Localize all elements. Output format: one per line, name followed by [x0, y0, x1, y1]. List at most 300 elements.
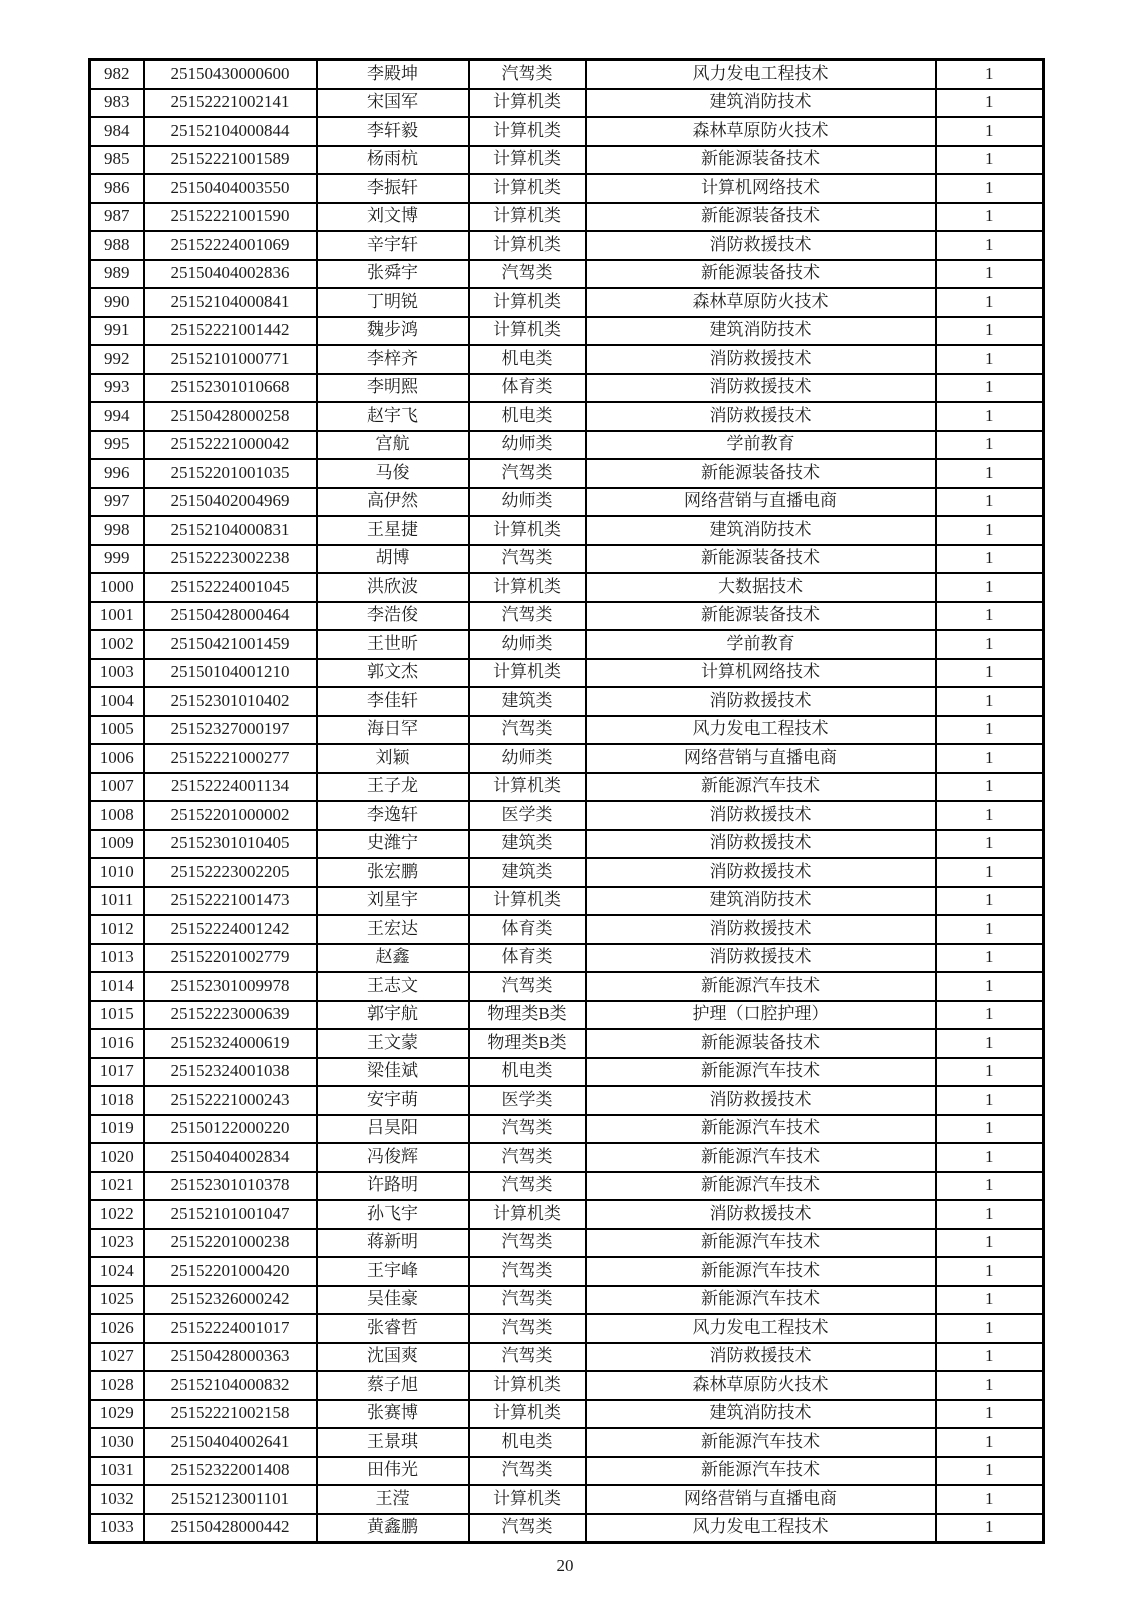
table-row — [90, 1343, 1044, 1372]
cell-category: 计算机类 — [469, 117, 586, 146]
table-row — [90, 915, 1044, 944]
cell-exam-id: 25152322001408 — [144, 1457, 317, 1486]
cell-student-name: 史潍宁 — [317, 830, 469, 859]
cell-count: 1 — [936, 602, 1044, 631]
cell-student-name: 赵鑫 — [317, 944, 469, 973]
cell-exam-id: 25150430000600 — [144, 60, 317, 89]
table-row — [90, 1172, 1044, 1201]
cell-major: 风力发电工程技术 — [586, 716, 936, 745]
cell-row-number: 1008 — [90, 801, 144, 830]
cell-exam-id: 25150104001210 — [144, 659, 317, 688]
cell-major: 计算机网络技术 — [586, 174, 936, 203]
cell-category: 计算机类 — [469, 773, 586, 802]
cell-row-number: 1005 — [90, 716, 144, 745]
cell-student-name: 辛宇轩 — [317, 231, 469, 260]
cell-major: 建筑消防技术 — [586, 516, 936, 545]
cell-row-number: 1017 — [90, 1058, 144, 1087]
cell-major: 新能源汽车技术 — [586, 1229, 936, 1258]
cell-category: 机电类 — [469, 345, 586, 374]
cell-category: 汽驾类 — [469, 1172, 586, 1201]
cell-major: 建筑消防技术 — [586, 317, 936, 346]
cell-row-number: 1010 — [90, 858, 144, 887]
cell-row-number: 1011 — [90, 887, 144, 916]
cell-category: 物理类B类 — [469, 1029, 586, 1058]
cell-category: 汽驾类 — [469, 1314, 586, 1343]
cell-row-number: 992 — [90, 345, 144, 374]
cell-exam-id: 25152224001045 — [144, 573, 317, 602]
cell-exam-id: 25152324001038 — [144, 1058, 317, 1087]
cell-count: 1 — [936, 1457, 1044, 1486]
cell-category: 体育类 — [469, 915, 586, 944]
cell-exam-id: 25150428000442 — [144, 1514, 317, 1543]
cell-major: 建筑消防技术 — [586, 887, 936, 916]
cell-exam-id: 25152221001473 — [144, 887, 317, 916]
cell-category: 计算机类 — [469, 659, 586, 688]
cell-row-number: 988 — [90, 231, 144, 260]
table-row — [90, 1400, 1044, 1429]
cell-major: 护理（口腔护理） — [586, 1001, 936, 1030]
cell-count: 1 — [936, 260, 1044, 289]
cell-major: 消防救援技术 — [586, 915, 936, 944]
cell-student-name: 王宏达 — [317, 915, 469, 944]
cell-major: 风力发电工程技术 — [586, 1514, 936, 1543]
cell-major: 森林草原防火技术 — [586, 117, 936, 146]
cell-row-number: 995 — [90, 431, 144, 460]
table-row — [90, 972, 1044, 1001]
cell-exam-id: 25152221002141 — [144, 89, 317, 118]
cell-count: 1 — [936, 231, 1044, 260]
cell-student-name: 赵宇飞 — [317, 402, 469, 431]
cell-major: 大数据技术 — [586, 573, 936, 602]
cell-major: 网络营销与直播电商 — [586, 744, 936, 773]
table-row — [90, 1514, 1044, 1543]
cell-row-number: 1014 — [90, 972, 144, 1001]
table-row — [90, 744, 1044, 773]
table-body — [90, 60, 1044, 1543]
cell-major: 建筑消防技术 — [586, 89, 936, 118]
cell-count: 1 — [936, 89, 1044, 118]
cell-student-name: 王子龙 — [317, 773, 469, 802]
table-row — [90, 1428, 1044, 1457]
table-row — [90, 1314, 1044, 1343]
cell-count: 1 — [936, 1428, 1044, 1457]
cell-student-name: 黄鑫鹏 — [317, 1514, 469, 1543]
cell-major: 消防救援技术 — [586, 374, 936, 403]
cell-major: 森林草原防火技术 — [586, 1371, 936, 1400]
cell-category: 医学类 — [469, 1086, 586, 1115]
cell-exam-id: 25152201001035 — [144, 459, 317, 488]
cell-exam-id: 25152123001101 — [144, 1485, 317, 1514]
table-row — [90, 60, 1044, 89]
cell-category: 汽驾类 — [469, 602, 586, 631]
table-row — [90, 1229, 1044, 1258]
cell-exam-id: 25152224001069 — [144, 231, 317, 260]
cell-count: 1 — [936, 1143, 1044, 1172]
cell-major: 消防救援技术 — [586, 345, 936, 374]
table-row — [90, 630, 1044, 659]
cell-count: 1 — [936, 516, 1044, 545]
cell-row-number: 1031 — [90, 1457, 144, 1486]
cell-row-number: 1026 — [90, 1314, 144, 1343]
cell-row-number: 994 — [90, 402, 144, 431]
cell-exam-id: 25152101000771 — [144, 345, 317, 374]
cell-category: 汽驾类 — [469, 545, 586, 574]
cell-category: 幼师类 — [469, 431, 586, 460]
cell-category: 机电类 — [469, 1058, 586, 1087]
cell-student-name: 宫航 — [317, 431, 469, 460]
cell-exam-id: 25152301010378 — [144, 1172, 317, 1201]
table-row — [90, 716, 1044, 745]
cell-exam-id: 25150421001459 — [144, 630, 317, 659]
cell-student-name: 王文蒙 — [317, 1029, 469, 1058]
cell-major: 新能源汽车技术 — [586, 1115, 936, 1144]
cell-student-name: 刘星宇 — [317, 887, 469, 916]
table-row — [90, 89, 1044, 118]
cell-category: 汽驾类 — [469, 1257, 586, 1286]
table-row — [90, 1286, 1044, 1315]
cell-count: 1 — [936, 545, 1044, 574]
cell-row-number: 1003 — [90, 659, 144, 688]
cell-exam-id: 25152301009978 — [144, 972, 317, 1001]
cell-exam-id: 25152221001442 — [144, 317, 317, 346]
cell-exam-id: 25150428000464 — [144, 602, 317, 631]
cell-row-number: 1009 — [90, 830, 144, 859]
cell-count: 1 — [936, 830, 1044, 859]
cell-major: 风力发电工程技术 — [586, 1314, 936, 1343]
cell-exam-id: 25150404003550 — [144, 174, 317, 203]
cell-count: 1 — [936, 345, 1044, 374]
cell-student-name: 王世昕 — [317, 630, 469, 659]
cell-exam-id: 25152327000197 — [144, 716, 317, 745]
cell-count: 1 — [936, 573, 1044, 602]
cell-major: 新能源汽车技术 — [586, 1286, 936, 1315]
cell-row-number: 1032 — [90, 1485, 144, 1514]
cell-exam-id: 25152301010668 — [144, 374, 317, 403]
cell-row-number: 983 — [90, 89, 144, 118]
cell-count: 1 — [936, 317, 1044, 346]
student-roster-table — [88, 58, 1045, 1544]
table-row — [90, 1115, 1044, 1144]
table-row — [90, 431, 1044, 460]
cell-row-number: 1022 — [90, 1200, 144, 1229]
cell-category: 体育类 — [469, 944, 586, 973]
cell-count: 1 — [936, 374, 1044, 403]
cell-count: 1 — [936, 1001, 1044, 1030]
cell-student-name: 宋国军 — [317, 89, 469, 118]
cell-major: 消防救援技术 — [586, 402, 936, 431]
cell-student-name: 吕昊阳 — [317, 1115, 469, 1144]
cell-row-number: 985 — [90, 146, 144, 175]
cell-student-name: 沈国爽 — [317, 1343, 469, 1372]
cell-category: 计算机类 — [469, 288, 586, 317]
cell-count: 1 — [936, 1058, 1044, 1087]
table-row — [90, 374, 1044, 403]
cell-student-name: 李逸轩 — [317, 801, 469, 830]
cell-count: 1 — [936, 488, 1044, 517]
cell-row-number: 989 — [90, 260, 144, 289]
cell-category: 计算机类 — [469, 1371, 586, 1400]
cell-student-name: 李浩俊 — [317, 602, 469, 631]
cell-exam-id: 25150122000220 — [144, 1115, 317, 1144]
cell-major: 新能源装备技术 — [586, 203, 936, 232]
cell-student-name: 马俊 — [317, 459, 469, 488]
cell-student-name: 王星捷 — [317, 516, 469, 545]
cell-exam-id: 25152104000832 — [144, 1371, 317, 1400]
cell-major: 新能源汽车技术 — [586, 1457, 936, 1486]
table-row — [90, 944, 1044, 973]
cell-student-name: 高伊然 — [317, 488, 469, 517]
cell-count: 1 — [936, 203, 1044, 232]
cell-row-number: 984 — [90, 117, 144, 146]
cell-student-name: 李振轩 — [317, 174, 469, 203]
cell-student-name: 王志文 — [317, 972, 469, 1001]
cell-row-number: 986 — [90, 174, 144, 203]
cell-student-name: 杨雨杭 — [317, 146, 469, 175]
cell-major: 消防救援技术 — [586, 830, 936, 859]
cell-exam-id: 25152201000420 — [144, 1257, 317, 1286]
cell-exam-id: 25152201000238 — [144, 1229, 317, 1258]
cell-count: 1 — [936, 1371, 1044, 1400]
cell-major: 消防救援技术 — [586, 1086, 936, 1115]
cell-count: 1 — [936, 858, 1044, 887]
cell-exam-id: 25152104000841 — [144, 288, 317, 317]
cell-row-number: 1012 — [90, 915, 144, 944]
cell-major: 消防救援技术 — [586, 1200, 936, 1229]
table-row — [90, 1001, 1044, 1030]
cell-student-name: 刘文博 — [317, 203, 469, 232]
cell-student-name: 丁明锐 — [317, 288, 469, 317]
table-row — [90, 1485, 1044, 1514]
cell-category: 体育类 — [469, 374, 586, 403]
cell-student-name: 冯俊辉 — [317, 1143, 469, 1172]
table-row — [90, 687, 1044, 716]
cell-count: 1 — [936, 1514, 1044, 1543]
cell-exam-id: 25152104000844 — [144, 117, 317, 146]
cell-category: 计算机类 — [469, 1485, 586, 1514]
cell-row-number: 999 — [90, 545, 144, 574]
cell-student-name: 蒋新明 — [317, 1229, 469, 1258]
cell-major: 消防救援技术 — [586, 1343, 936, 1372]
table-row — [90, 260, 1044, 289]
page-number: 20 — [556, 1556, 574, 1575]
cell-student-name: 安宇萌 — [317, 1086, 469, 1115]
cell-category: 计算机类 — [469, 1400, 586, 1429]
table-row — [90, 231, 1044, 260]
cell-row-number: 1004 — [90, 687, 144, 716]
cell-count: 1 — [936, 288, 1044, 317]
cell-major: 建筑消防技术 — [586, 1400, 936, 1429]
table-row — [90, 545, 1044, 574]
table-row — [90, 288, 1044, 317]
cell-student-name: 张睿哲 — [317, 1314, 469, 1343]
cell-category: 汽驾类 — [469, 1143, 586, 1172]
table-row — [90, 773, 1044, 802]
cell-student-name: 刘颖 — [317, 744, 469, 773]
cell-exam-id: 25150428000258 — [144, 402, 317, 431]
cell-major: 学前教育 — [586, 431, 936, 460]
cell-major: 新能源汽车技术 — [586, 1143, 936, 1172]
cell-category: 计算机类 — [469, 231, 586, 260]
cell-count: 1 — [936, 716, 1044, 745]
cell-category: 汽驾类 — [469, 60, 586, 89]
cell-student-name: 洪欣波 — [317, 573, 469, 602]
cell-count: 1 — [936, 1200, 1044, 1229]
cell-major: 新能源装备技术 — [586, 602, 936, 631]
cell-count: 1 — [936, 1400, 1044, 1429]
cell-category: 汽驾类 — [469, 972, 586, 1001]
cell-major: 网络营销与直播电商 — [586, 488, 936, 517]
cell-count: 1 — [936, 174, 1044, 203]
cell-row-number: 1029 — [90, 1400, 144, 1429]
cell-student-name: 孙飞宇 — [317, 1200, 469, 1229]
cell-student-name: 梁佳斌 — [317, 1058, 469, 1087]
cell-row-number: 996 — [90, 459, 144, 488]
cell-exam-id: 25150402004969 — [144, 488, 317, 517]
cell-count: 1 — [936, 459, 1044, 488]
cell-row-number: 1025 — [90, 1286, 144, 1315]
cell-category: 汽驾类 — [469, 1115, 586, 1144]
cell-exam-id: 25152224001242 — [144, 915, 317, 944]
cell-exam-id: 25152224001134 — [144, 773, 317, 802]
cell-student-name: 李轩毅 — [317, 117, 469, 146]
cell-count: 1 — [936, 1343, 1044, 1372]
cell-row-number: 998 — [90, 516, 144, 545]
cell-exam-id: 25150404002836 — [144, 260, 317, 289]
cell-count: 1 — [936, 944, 1044, 973]
cell-row-number: 1006 — [90, 744, 144, 773]
cell-major: 消防救援技术 — [586, 944, 936, 973]
cell-category: 汽驾类 — [469, 1286, 586, 1315]
cell-count: 1 — [936, 915, 1044, 944]
table-row — [90, 402, 1044, 431]
cell-exam-id: 25152201002779 — [144, 944, 317, 973]
cell-exam-id: 25152301010402 — [144, 687, 317, 716]
cell-count: 1 — [936, 630, 1044, 659]
table-row — [90, 1058, 1044, 1087]
cell-category: 建筑类 — [469, 830, 586, 859]
cell-major: 计算机网络技术 — [586, 659, 936, 688]
cell-row-number: 1028 — [90, 1371, 144, 1400]
cell-major: 消防救援技术 — [586, 858, 936, 887]
cell-student-name: 田伟光 — [317, 1457, 469, 1486]
cell-exam-id: 25152221001590 — [144, 203, 317, 232]
table-row — [90, 1257, 1044, 1286]
cell-category: 建筑类 — [469, 858, 586, 887]
cell-category: 计算机类 — [469, 89, 586, 118]
cell-category: 汽驾类 — [469, 1457, 586, 1486]
table-row — [90, 573, 1044, 602]
cell-exam-id: 25152223002205 — [144, 858, 317, 887]
cell-category: 计算机类 — [469, 317, 586, 346]
cell-exam-id: 25152223002238 — [144, 545, 317, 574]
cell-student-name: 吴佳豪 — [317, 1286, 469, 1315]
cell-row-number: 1002 — [90, 630, 144, 659]
cell-count: 1 — [936, 1086, 1044, 1115]
cell-category: 物理类B类 — [469, 1001, 586, 1030]
cell-row-number: 1023 — [90, 1229, 144, 1258]
cell-exam-id: 25152104000831 — [144, 516, 317, 545]
cell-category: 汽驾类 — [469, 1343, 586, 1372]
cell-major: 消防救援技术 — [586, 687, 936, 716]
table-row — [90, 203, 1044, 232]
cell-row-number: 1030 — [90, 1428, 144, 1457]
cell-exam-id: 25152224001017 — [144, 1314, 317, 1343]
cell-category: 汽驾类 — [469, 459, 586, 488]
table-row — [90, 345, 1044, 374]
cell-row-number: 990 — [90, 288, 144, 317]
cell-category: 计算机类 — [469, 146, 586, 175]
cell-exam-id: 25150428000363 — [144, 1343, 317, 1372]
cell-row-number: 1020 — [90, 1143, 144, 1172]
table-row — [90, 801, 1044, 830]
cell-student-name: 张宏鹏 — [317, 858, 469, 887]
cell-student-name: 李梓齐 — [317, 345, 469, 374]
cell-count: 1 — [936, 972, 1044, 1001]
cell-row-number: 1019 — [90, 1115, 144, 1144]
cell-student-name: 魏步鸿 — [317, 317, 469, 346]
cell-row-number: 1021 — [90, 1172, 144, 1201]
cell-row-number: 1015 — [90, 1001, 144, 1030]
cell-student-name: 张赛博 — [317, 1400, 469, 1429]
cell-category: 计算机类 — [469, 1200, 586, 1229]
cell-category: 计算机类 — [469, 203, 586, 232]
cell-exam-id: 25152221000243 — [144, 1086, 317, 1115]
cell-count: 1 — [936, 887, 1044, 916]
cell-row-number: 1001 — [90, 602, 144, 631]
cell-row-number: 993 — [90, 374, 144, 403]
cell-student-name: 王景琪 — [317, 1428, 469, 1457]
cell-row-number: 982 — [90, 60, 144, 89]
cell-student-name: 郭宇航 — [317, 1001, 469, 1030]
cell-major: 新能源装备技术 — [586, 1029, 936, 1058]
cell-count: 1 — [936, 117, 1044, 146]
cell-row-number: 997 — [90, 488, 144, 517]
cell-major: 新能源汽车技术 — [586, 1058, 936, 1087]
table-row — [90, 1143, 1044, 1172]
cell-exam-id: 25152201000002 — [144, 801, 317, 830]
cell-category: 建筑类 — [469, 687, 586, 716]
table-row — [90, 602, 1044, 631]
cell-category: 计算机类 — [469, 573, 586, 602]
table-row — [90, 858, 1044, 887]
cell-student-name: 李明熙 — [317, 374, 469, 403]
cell-category: 汽驾类 — [469, 716, 586, 745]
table-row — [90, 516, 1044, 545]
cell-major: 网络营销与直播电商 — [586, 1485, 936, 1514]
cell-row-number: 1024 — [90, 1257, 144, 1286]
table-row — [90, 887, 1044, 916]
cell-count: 1 — [936, 1172, 1044, 1201]
table-row — [90, 317, 1044, 346]
cell-category: 幼师类 — [469, 744, 586, 773]
table-row — [90, 1029, 1044, 1058]
cell-row-number: 1027 — [90, 1343, 144, 1372]
cell-count: 1 — [936, 659, 1044, 688]
cell-category: 机电类 — [469, 1428, 586, 1457]
cell-exam-id: 25152101001047 — [144, 1200, 317, 1229]
cell-count: 1 — [936, 146, 1044, 175]
cell-count: 1 — [936, 402, 1044, 431]
cell-category: 计算机类 — [469, 516, 586, 545]
cell-student-name: 许路明 — [317, 1172, 469, 1201]
table-row — [90, 146, 1044, 175]
cell-exam-id: 25152223000639 — [144, 1001, 317, 1030]
table-row — [90, 488, 1044, 517]
cell-row-number: 987 — [90, 203, 144, 232]
cell-major: 消防救援技术 — [586, 231, 936, 260]
cell-count: 1 — [936, 773, 1044, 802]
cell-major: 学前教育 — [586, 630, 936, 659]
